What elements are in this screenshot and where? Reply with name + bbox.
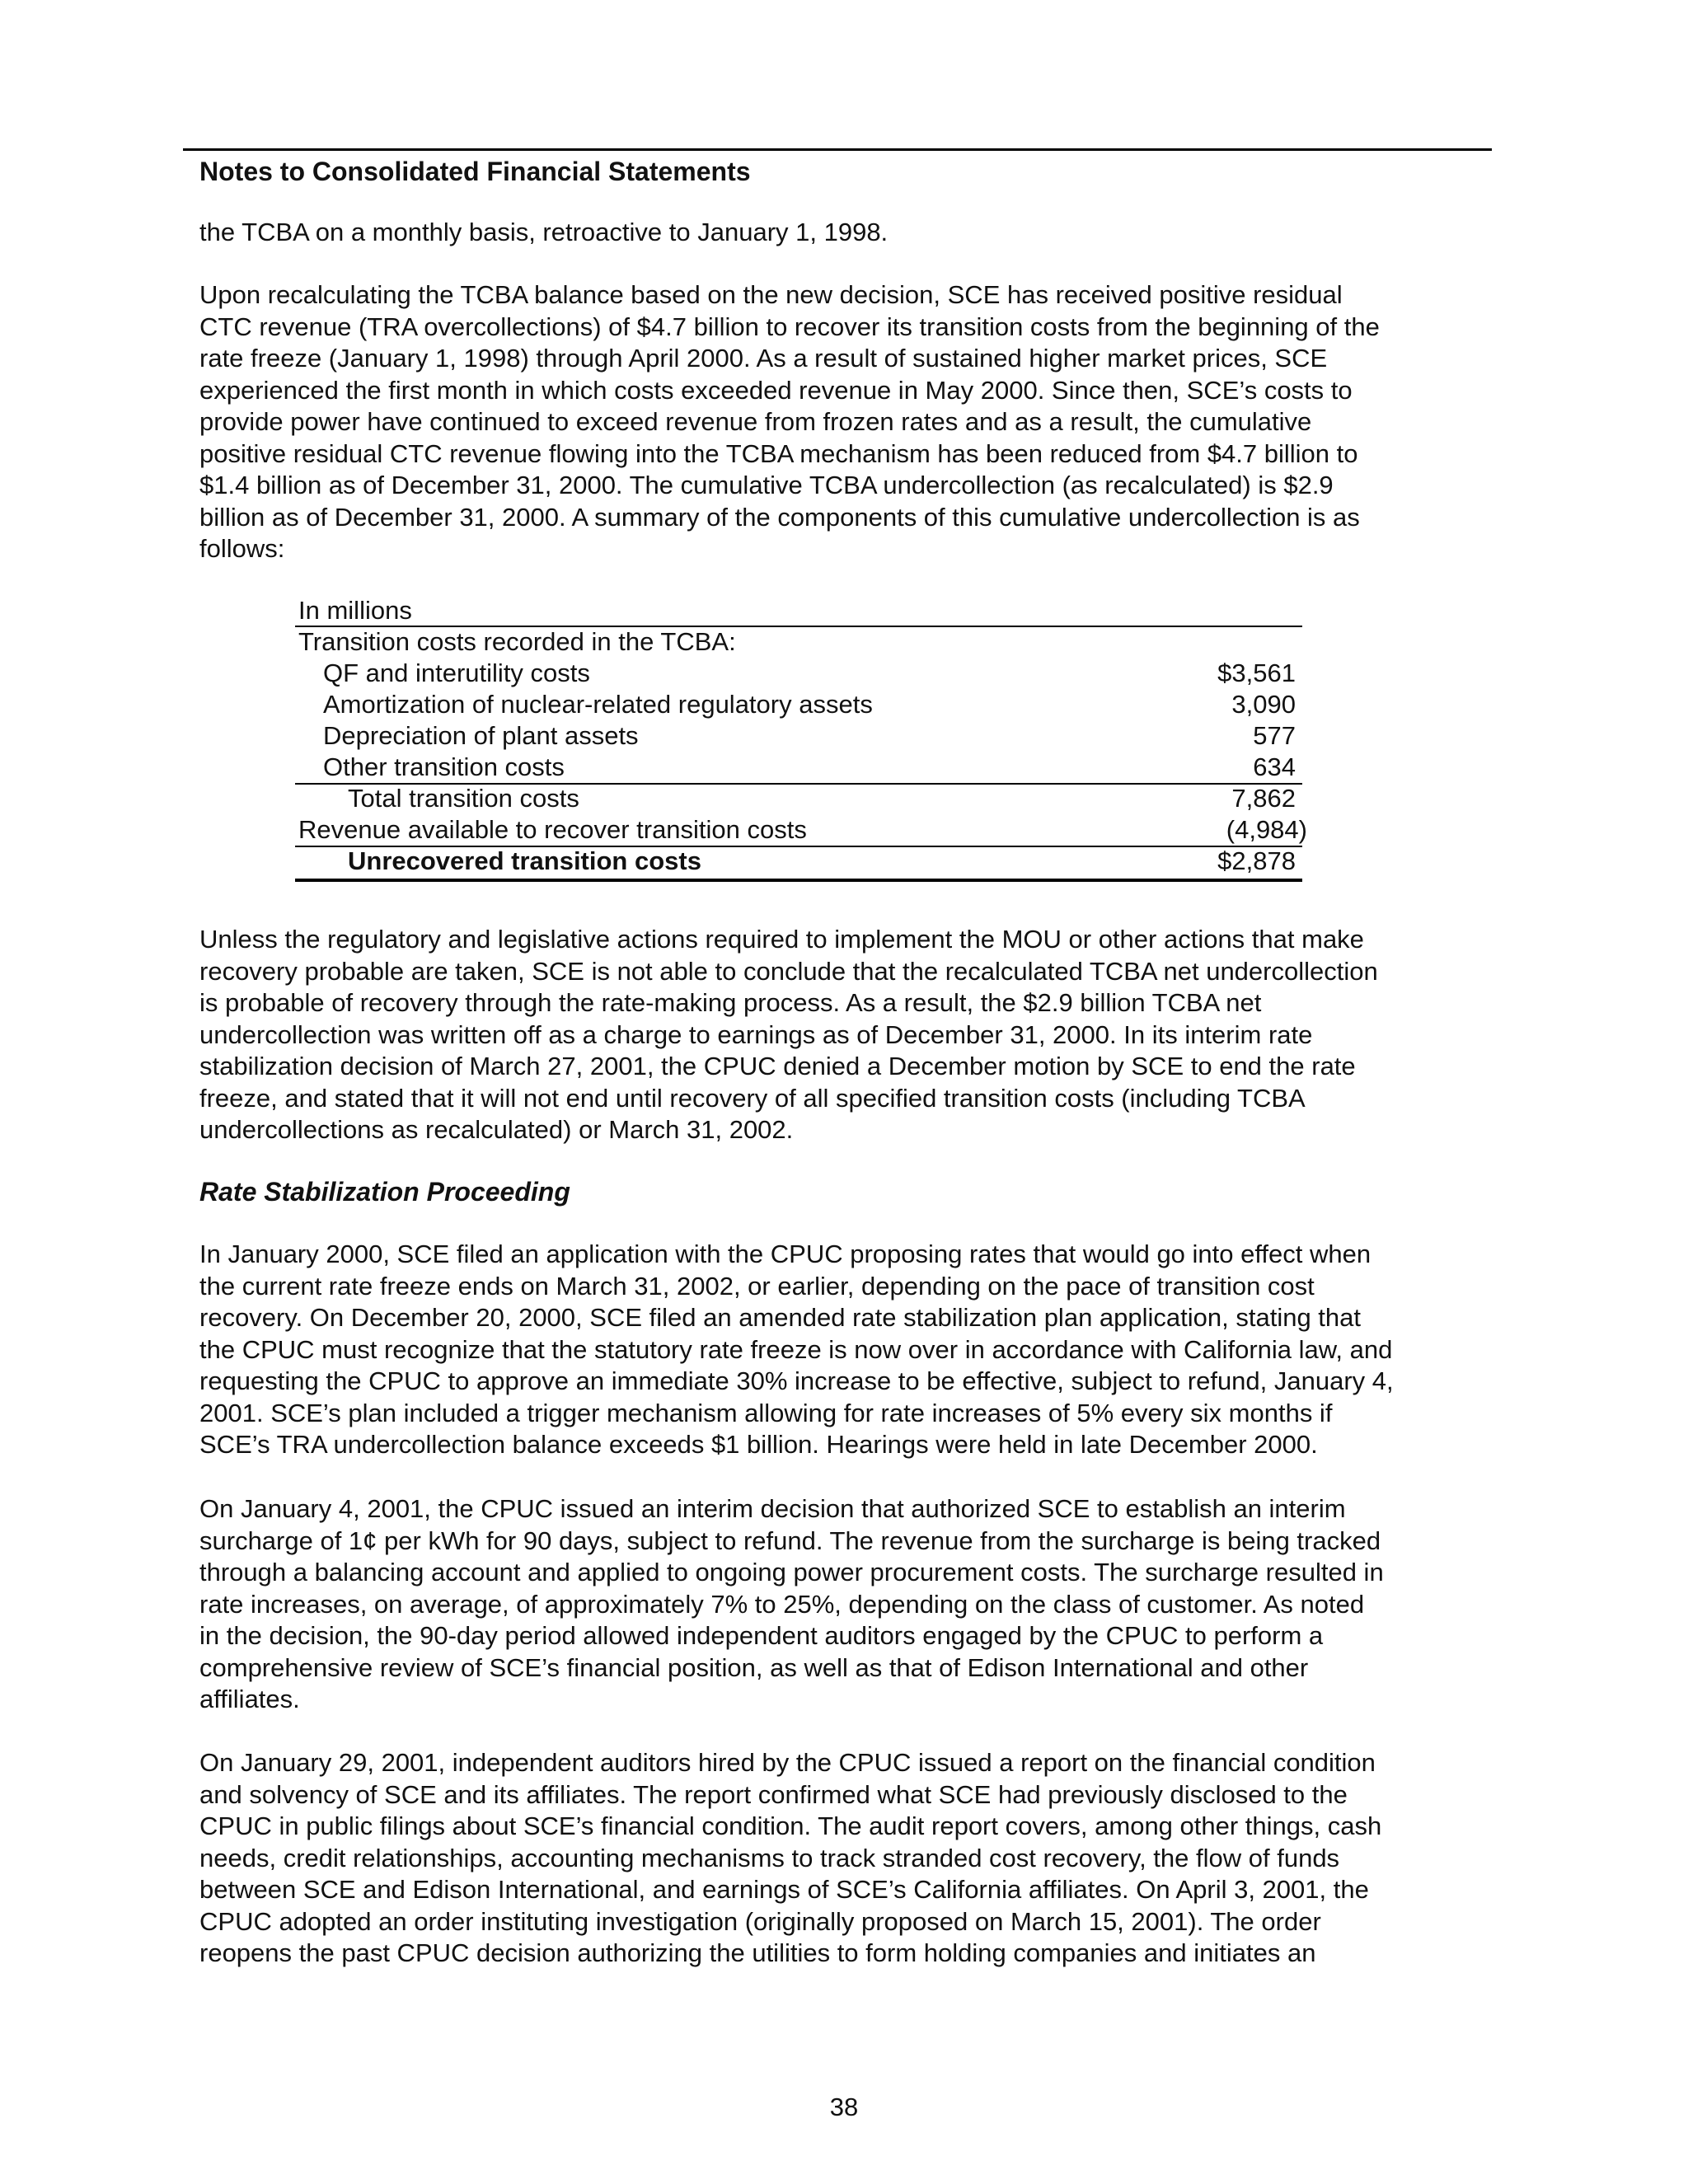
text-line: recovery. On December 20, 2000, SCE filed an amended rate stabilization plan application, stating that	[199, 1303, 1362, 1332]
table-row	[295, 720, 1302, 752]
table-row-unrecovered	[295, 846, 1302, 877]
row-label: QF and interutility costs	[323, 658, 590, 687]
text-line: affiliates.	[199, 1685, 300, 1713]
page-number: 38	[829, 2093, 859, 2121]
text-line: freeze, and stated that it will not end until recovery of all specified transition costs (including TCBA	[199, 1083, 1306, 1113]
row-value: (4,984)	[1226, 815, 1307, 844]
text-line: $1.4 billion as of December 31, 2000. The cumulative TCBA undercollection (as recalculated) is $2.9	[199, 471, 1334, 499]
text-line: undercollections as recalculated) or March 31, 2002.	[199, 1115, 794, 1144]
row-value: 634	[1253, 752, 1296, 781]
text-line: SCE’s TRA undercollection balance exceeds $1 billion. Hearings were held in late December 2000.	[199, 1430, 1318, 1459]
text-line: provide power have continued to exceed revenue from frozen rates and as a result, the cumulative	[199, 407, 1312, 436]
text-line: the current rate freeze ends on March 31, 2002, or earlier, depending on the pace of transition cost	[199, 1271, 1315, 1301]
table-section-label: Transition costs recorded in the TCBA:	[298, 627, 736, 656]
table-row	[295, 752, 1302, 783]
text-line: requesting the CPUC to approve an immediate 30% increase to be effective, subject to refund, January 4,	[199, 1366, 1394, 1395]
text-line: follows:	[199, 534, 285, 563]
paragraph-intro	[199, 217, 1495, 249]
text-line: 2001. SCE’s plan included a trigger mechanism allowing for rate increases of 5% every six months if	[199, 1398, 1333, 1427]
row-label: Unrecovered transition costs	[348, 846, 701, 875]
row-value: 7,862	[1231, 784, 1296, 813]
row-value: $3,561	[1217, 658, 1296, 687]
text-line: experienced the first month in which costs exceeded revenue in May 2000. Since then, SCE’s costs to	[199, 375, 1353, 405]
section-heading: Rate Stabilization Proceeding	[199, 1177, 570, 1207]
text-line: CPUC adopted an order instituting investigation (originally proposed on March 15, 2001). The order	[199, 1906, 1321, 1936]
text-line: rate increases, on average, of approximately 7% to 25%, depending on the class of customer. As noted	[199, 1589, 1365, 1619]
text-line: in the decision, the 90-day period allowed independent auditors engaged by the CPUC to perform a	[199, 1621, 1324, 1650]
text-line: the CPUC must recognize that the statutory rate freeze is now over in accordance with California law, and	[199, 1334, 1393, 1364]
paragraph-interim-decision	[199, 1493, 1495, 1716]
text-line: surcharge of 1¢ per kWh for 90 days, subject to refund. The revenue from the surcharge is being tracked	[199, 1526, 1381, 1555]
text-line: comprehensive review of SCE’s financial position, as well as that of Edison International and other	[199, 1652, 1309, 1682]
row-value: $2,878	[1217, 846, 1296, 875]
text-line: Unless the regulatory and legislative actions required to implement the MOU or other actions that make	[199, 925, 1364, 954]
table-row	[295, 658, 1302, 689]
currency-symbol: $	[1217, 846, 1232, 875]
text-line: needs, credit relationships, accounting mechanisms to track stranded cost recovery, the flow of funds	[199, 1843, 1340, 1872]
paragraph-recalculation	[199, 279, 1495, 565]
text-line: CTC revenue (TRA overcollections) of $4.7 billion to recover its transition costs from the beginning of the	[199, 312, 1380, 341]
text-line: stabilization decision of March 27, 2001, the CPUC denied a December motion by SCE to end the rate	[199, 1052, 1356, 1080]
text-line: In January 2000, SCE filed an application with the CPUC proposing rates that would go into effect when	[199, 1240, 1372, 1268]
paragraph-rate-stabilization	[199, 1239, 1495, 1461]
text-line: the TCBA on a monthly basis, retroactive to January 1, 1998.	[199, 218, 889, 246]
table-section-row	[295, 626, 1302, 658]
transition-costs-table	[295, 595, 1307, 877]
row-label: Depreciation of plant assets	[323, 721, 639, 750]
text-line: On January 29, 2001, independent auditors hired by the CPUC issued a report on the financial condition	[199, 1748, 1376, 1777]
text-line: billion as of December 31, 2000. A summary of the components of this cumulative undercollection is as	[199, 502, 1360, 532]
text-line: undercollection was written off as a charge to earnings as of December 31, 2000. In its interim rate	[199, 1019, 1313, 1049]
row-value: 3,090	[1231, 690, 1296, 719]
text-line: recovery probable are taken, SCE is not able to conclude that the recalculated TCBA net undercollection	[199, 956, 1378, 986]
table-unit-row	[295, 595, 1302, 626]
paragraph-audit-report	[199, 1747, 1495, 1970]
row-value: 577	[1253, 721, 1296, 750]
text-line: is probable of recovery through the rate-making process. As a result, the $2.9 billion TCBA net	[199, 988, 1262, 1017]
table-unit-label: In millions	[298, 596, 412, 625]
row-label: Amortization of nuclear-related regulatory assets	[323, 690, 873, 719]
table-row	[295, 689, 1302, 720]
text-line: reopens the past CPUC decision authorizing the utilities to form holding companies and initiates an	[199, 1938, 1316, 1967]
table-row-total	[295, 783, 1302, 814]
text-line: through a balancing account and applied to ongoing power procurement costs. The surcharge resulted in	[199, 1558, 1384, 1586]
text-line: positive residual CTC revenue flowing into the TCBA mechanism has been reduced from $4.7 billion to	[199, 438, 1358, 468]
table-row-revenue	[295, 814, 1307, 846]
page-header-title: Notes to Consolidated Financial Statements	[199, 157, 751, 186]
text-line: CPUC in public filings about SCE’s financial condition. The audit report covers, among other things, cash	[199, 1811, 1382, 1840]
currency-symbol: $	[1217, 658, 1232, 687]
row-label: Total transition costs	[348, 784, 579, 813]
row-label: Other transition costs	[323, 752, 565, 781]
text-line: On January 4, 2001, the CPUC issued an interim decision that authorized SCE to establish an interim	[199, 1494, 1346, 1523]
row-label: Revenue available to recover transition costs	[298, 815, 807, 844]
text-line: rate freeze (January 1, 1998) through April 2000. As a result of sustained higher market prices, SCE	[199, 344, 1328, 373]
paragraph-write-off	[199, 924, 1495, 1146]
text-line: and solvency of SCE and its affiliates. The report confirmed what SCE had previously disclosed to the	[199, 1779, 1348, 1809]
table-bottom-rule	[295, 879, 1302, 882]
text-line: Upon recalculating the TCBA balance based on the new decision, SCE has received positive residual	[199, 280, 1343, 309]
header-rule	[183, 148, 1492, 151]
text-line: between SCE and Edison International, and earnings of SCE’s California affiliates. On April 3, 2001, the	[199, 1875, 1369, 1904]
